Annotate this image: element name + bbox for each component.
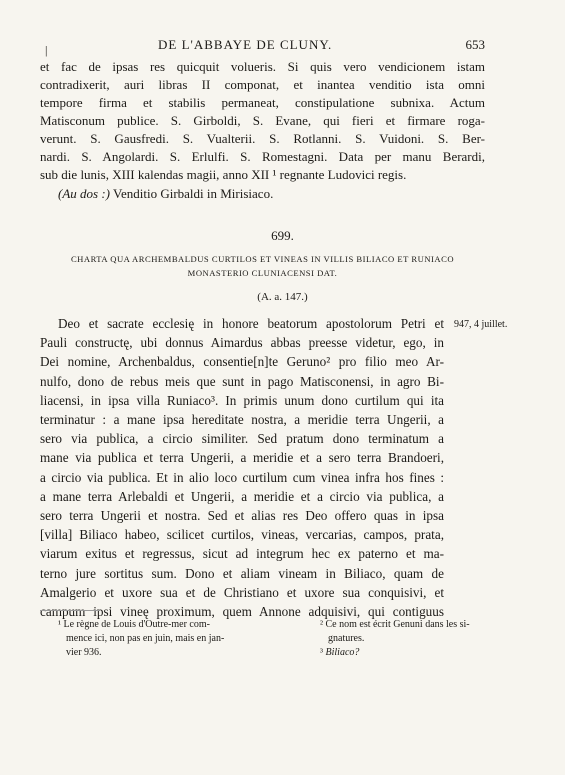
footnote-line: gnatures. [328,633,365,644]
charter-heading-line: MONASTERIO CLUNIACENSI DAT. [187,268,338,278]
running-title: DE L'ABBAYE DE CLUNY. [158,37,333,52]
footnote-divider [40,610,100,611]
charter-body [40,314,444,621]
text-line: verunt. S. Gausfredi. S. Vualterii. S. Rotlanni. S. Vuidoni. S. Ber- [40,131,485,146]
dorsal-note [40,186,485,202]
charter-number: 699. [271,228,294,243]
text-line: campum ipsi vineę proximum, quem Annone adquisivi, qui contiguus [40,604,444,620]
page-header [40,37,485,55]
text-line: sub die lunis, XIII kalendas magii, anno XII ¹ regnante Ludovici regis. [40,167,407,182]
text-line: Pauli constructę, ubi donnus Aimardus abbas preesse videtur, ego, in [40,335,444,351]
text-line: Deo et sacrate ecclesię in honore beatorum apostolorum Petri et [58,316,444,331]
text-line: tempore firma et stabilis permaneat, constipulatione subnixa. Actum [40,95,485,110]
text-line: liacensi, in ipsa villa Runiaco³. In primis unum dono curtilum qui ita [40,392,444,408]
text-line: a mane terra Arlebaldi et Ungerii, a meridie et a circio via publica, a [40,488,444,504]
text-line: et fac de ipsas res quicquit volueris. Si quis vero vendicionem istam [40,59,485,74]
text-line: Amalgerio et uxore sua et de Christiano et uxore sua conquisivi, et [40,584,444,600]
footnote-line: mence ici, non pas en juin, mais en jan- [66,633,225,644]
text-line: sero via publica, a circio similiter. Sed pratum dono terminatum a [40,431,444,447]
text-line: sero terra Ungerii et nostra. Sed et alias res Deo offero quas in ipsa [40,508,444,524]
text-line: a circio via publica. Et in alio loco curtilum cum vinea infra hos fines : [40,469,444,485]
footnote-right [320,618,470,660]
footnote-line: ² Ce nom est écrit Genuni dans les si- [320,619,470,630]
text-line: nardi. S. Angolardi. S. Erlulfi. S. Romestagni. Data per manu Berardi, [40,149,485,164]
page-number: 653 [465,37,485,52]
charter-date: (A. a. 147.) [257,291,308,303]
text-line: terminatur : a mane ipsa hereditate nostra, a meridie terra Ungerii, a [40,412,444,428]
margin-mark: | [45,43,48,57]
margin-date: 947, 4 juillet. [454,319,508,330]
dorsal-text: Venditio Girbaldi in Mirisiaco. [110,186,274,201]
charter-heading [40,252,485,280]
text-line: Dei nomine, Archenbaldus, consentie[n]te Geruno² pro filio meo Ar- [40,354,444,370]
text-line: mane via publica et terra Ungerii, a meridie et a sero terra Brandoeri, [40,450,444,466]
footnote-line [320,646,470,660]
charter-heading-line: CHARTA QUA ARCHEMBALDUS CURTILOS ET VINEAS IN VILLIS BILIACO ET RUNIACO [70,254,455,264]
text-line: nulfo, dono de rebus meis que sunt in pago Matisconensi, in agro Bi- [40,373,444,389]
continuation-text [40,58,485,184]
text-line: [villa] Biliaco habeo, scilicet curtilos, vineas, vercarias, campos, prata, [40,527,444,543]
footnote-left [58,618,243,660]
footnote-italic: Biliaco? [325,647,360,658]
text-line: terno jure sortitus sum. Dono et aliam vineam in Biliaco, quam de [40,565,444,581]
text-line: contradixerit, auri libras II componat, et inantea venditio ista omni [40,77,485,92]
dorsal-label: (Au dos :) [58,186,110,201]
text-line: Matisconum publice. S. Girboldi, S. Evane, qui fieri et firmare roga- [40,113,485,128]
footnote-line: vier 936. [66,647,102,658]
footnote-line: ¹ Le règne de Louis d'Outre-mer com- [58,619,210,630]
footnote-mark: ³ [320,647,326,658]
text-line: viarum exitus et regressus, sicut ad integrum hec ex paterno et ma- [40,546,444,562]
